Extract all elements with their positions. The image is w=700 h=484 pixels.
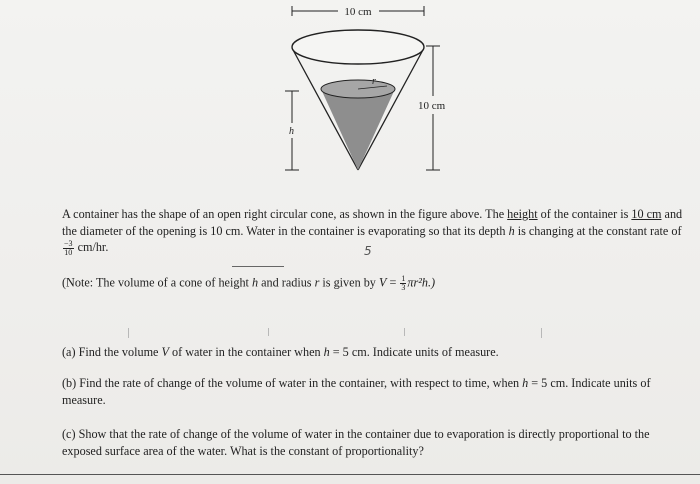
- rate-fraction: [63, 240, 74, 257]
- handwritten-underline: [232, 266, 284, 267]
- text-run: = 5 cm. Indicate units of measure.: [329, 345, 499, 359]
- part-b: [62, 375, 688, 408]
- third-fraction: [400, 275, 406, 292]
- handwritten-note: 5: [364, 244, 372, 258]
- text-run: =: [386, 275, 400, 290]
- text-run: (a) Find the volume: [62, 345, 162, 359]
- var-h: h: [251, 275, 259, 290]
- cone-opening: [292, 30, 424, 64]
- scan-mark: [404, 328, 405, 336]
- text-run: = 5 cm. Indicate units of measure.: [62, 376, 651, 407]
- water-region: [321, 89, 395, 170]
- volume-formula: πr²h.): [407, 275, 436, 290]
- text-run: of the container is: [537, 207, 632, 221]
- volume-note: [62, 275, 435, 292]
- text-run: cm/hr.: [74, 240, 109, 254]
- var-V: V: [161, 345, 169, 359]
- fraction-denominator: 10: [64, 247, 73, 257]
- scan-mark: [128, 328, 129, 338]
- text-run: and radius: [258, 275, 315, 290]
- part-a: [62, 345, 499, 360]
- dim-top-label: 10 cm: [344, 6, 372, 18]
- underlined-word: 10 cm: [631, 207, 662, 221]
- scan-mark: [541, 328, 542, 338]
- underlined-word: height: [507, 207, 538, 221]
- text-run: (b) Find the rate of change of the volume of water in the container, with respect to time, when: [62, 376, 523, 390]
- var-h: h: [508, 223, 515, 238]
- bottom-rule: [0, 474, 700, 475]
- depth-label: h: [289, 126, 294, 137]
- text-run: is changing at the constant rate of: [514, 223, 682, 238]
- var-V: V: [378, 275, 387, 290]
- scan-mark: [268, 328, 269, 336]
- var-h: h: [522, 376, 529, 390]
- dim-height-label: 10 cm: [418, 100, 446, 112]
- problem-statement: [62, 206, 688, 257]
- cone-figure: [0, 0, 700, 200]
- fraction-numerator: 1: [401, 274, 406, 283]
- var-r: r: [314, 275, 320, 290]
- text-run: A container has the shape of an open right circular cone, as shown in the figure above. The: [62, 207, 508, 221]
- fraction-numerator: −3: [64, 238, 73, 248]
- text-run: (Note: The volume of a cone of height: [62, 275, 252, 290]
- text-run: and the diameter of the opening is 10 cm. Water in the container is evaporating so that its depth: [62, 207, 683, 238]
- var-h: h: [323, 345, 330, 359]
- radius-label: r: [372, 76, 376, 87]
- fraction-denominator: 3: [401, 283, 406, 292]
- part-c: (c) Show that the rate of change of the volume of water in the container due to evaporation is directly proportional to the exposed surface area of the water. What is the constant of proportionality?: [62, 427, 650, 458]
- text-run: is given by: [319, 275, 379, 290]
- text-run: of water in the container when: [168, 345, 324, 359]
